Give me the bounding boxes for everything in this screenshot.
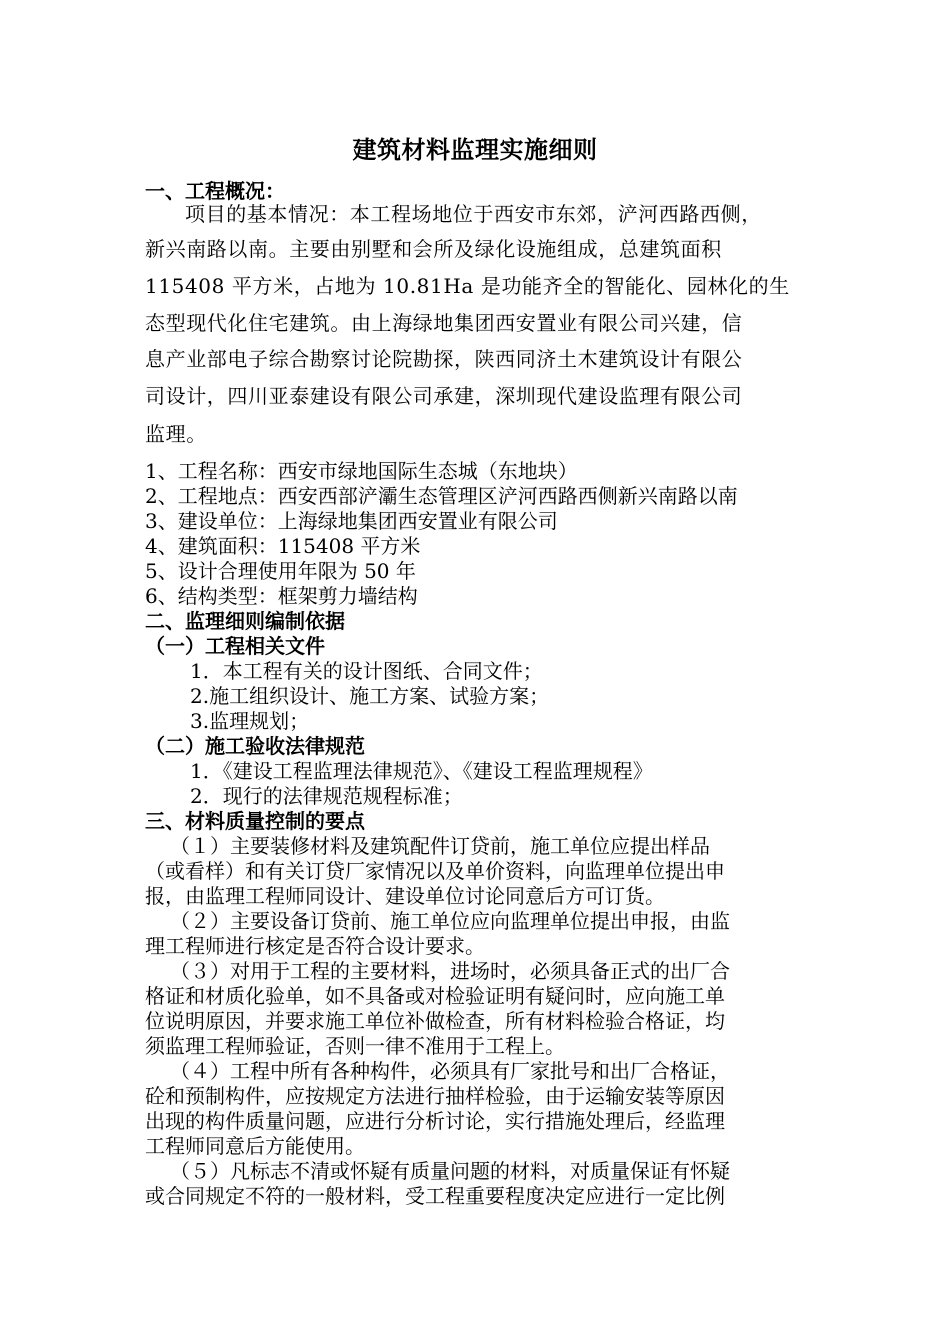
overview-line: 监理。 bbox=[145, 422, 207, 446]
quality-line: 位说明原因，并要求施工单位补做检查，所有材料检验合格证，均 bbox=[145, 1009, 725, 1033]
overview-line: 司设计，四川亚泰建设有限公司承建，深圳现代建设监理有限公司 bbox=[145, 384, 743, 408]
quality-line: 砼和预制构件，应按规定方法进行抽样检验，由于运输安装等原因 bbox=[145, 1084, 725, 1108]
overview-line: 态型现代化住宅建筑。由上海绿地集团西安置业有限公司兴建，信 bbox=[145, 311, 743, 335]
overview-line: 项目的基本情况：本工程场地位于西安市东郊，浐河西路西侧， bbox=[185, 202, 762, 226]
quality-line: （４）工程中所有各种构件，必须具有厂家批号和出厂合格证， bbox=[170, 1059, 730, 1083]
quality-line: （５）凡标志不清或怀疑有质量问题的材料，对质量保证有怀疑 bbox=[170, 1159, 730, 1183]
section-2-subheading-1: （一）工程相关文件 bbox=[145, 634, 325, 658]
project-item: 3、建设单位：上海绿地集团西安置业有限公司 bbox=[145, 509, 558, 533]
project-item: 6、结构类型：框架剪力墙结构 bbox=[145, 584, 418, 608]
quality-line: 理工程师进行核定是否符合设计要求。 bbox=[145, 934, 485, 958]
basis-item: 2．现行的法律规范规程标准； bbox=[190, 784, 463, 808]
section-3-heading: 三、材料质量控制的要点 bbox=[145, 809, 365, 833]
basis-item: 1．《建设工程监理法律规范》、《建设工程监理规程》 bbox=[190, 759, 653, 783]
project-item: 1、工程名称：西安市绿地国际生态城（东地块） bbox=[145, 459, 578, 483]
basis-item: 2.施工组织设计、施工方案、试验方案； bbox=[190, 684, 550, 708]
quality-line: 须监理工程师验证，否则一律不准用于工程上。 bbox=[145, 1034, 565, 1058]
basis-item: 1．本工程有关的设计图纸、合同文件； bbox=[190, 659, 543, 683]
quality-line: （２）主要设备订贷前、施工单位应向监理单位提出申报，由监 bbox=[170, 909, 730, 933]
quality-line: 报，由监理工程师同设计、建设单位讨论同意后方可订货。 bbox=[145, 884, 665, 908]
quality-line: 或合同规定不符的一般材料，受工程重要程度决定应进行一定比例 bbox=[145, 1184, 725, 1208]
document-title: 建筑材料监理实施细则 bbox=[352, 135, 598, 164]
overview-line: 新兴南路以南。主要由别墅和会所及绿化设施组成，总建筑面积 bbox=[145, 237, 722, 261]
quality-line: 出现的构件质量问题，应进行分析讨论，实行措施处理后，经监理 bbox=[145, 1109, 725, 1133]
quality-line: 格证和材质化验单，如不具备或对检验证明有疑问时，应向施工单 bbox=[145, 984, 725, 1008]
section-2-heading: 二、监理细则编制依据 bbox=[145, 609, 345, 633]
overview-line: 息产业部电子综合勘察讨论院勘探，陕西同济土木建筑设计有限公 bbox=[145, 347, 743, 371]
project-item: 5、设计合理使用年限为 50 年 bbox=[145, 559, 416, 583]
project-item: 4、建筑面积：115408 平方米 bbox=[145, 534, 421, 558]
quality-line: （或看样）和有关订贷厂家情况以及单价资料，向监理单位提出申 bbox=[145, 859, 725, 883]
section-2-subheading-2: （二）施工验收法律规范 bbox=[145, 734, 365, 758]
quality-line: （３）对用于工程的主要材料，进场时，必须具备正式的出厂合 bbox=[170, 959, 730, 983]
project-item: 2、工程地点：西安西部浐灞生态管理区浐河西路西侧新兴南路以南 bbox=[145, 484, 738, 508]
overview-line: 115408 平方米，占地为 10.81Ha 是功能齐全的智能化、园林化的生 bbox=[145, 274, 790, 298]
section-1-heading: 一、工程概况： bbox=[145, 179, 285, 203]
basis-item: 3.监理规划； bbox=[190, 709, 310, 733]
quality-line: 工程师同意后方能使用。 bbox=[145, 1134, 365, 1158]
quality-line: （１）主要装修材料及建筑配件订贷前，施工单位应提出样品 bbox=[170, 834, 710, 858]
